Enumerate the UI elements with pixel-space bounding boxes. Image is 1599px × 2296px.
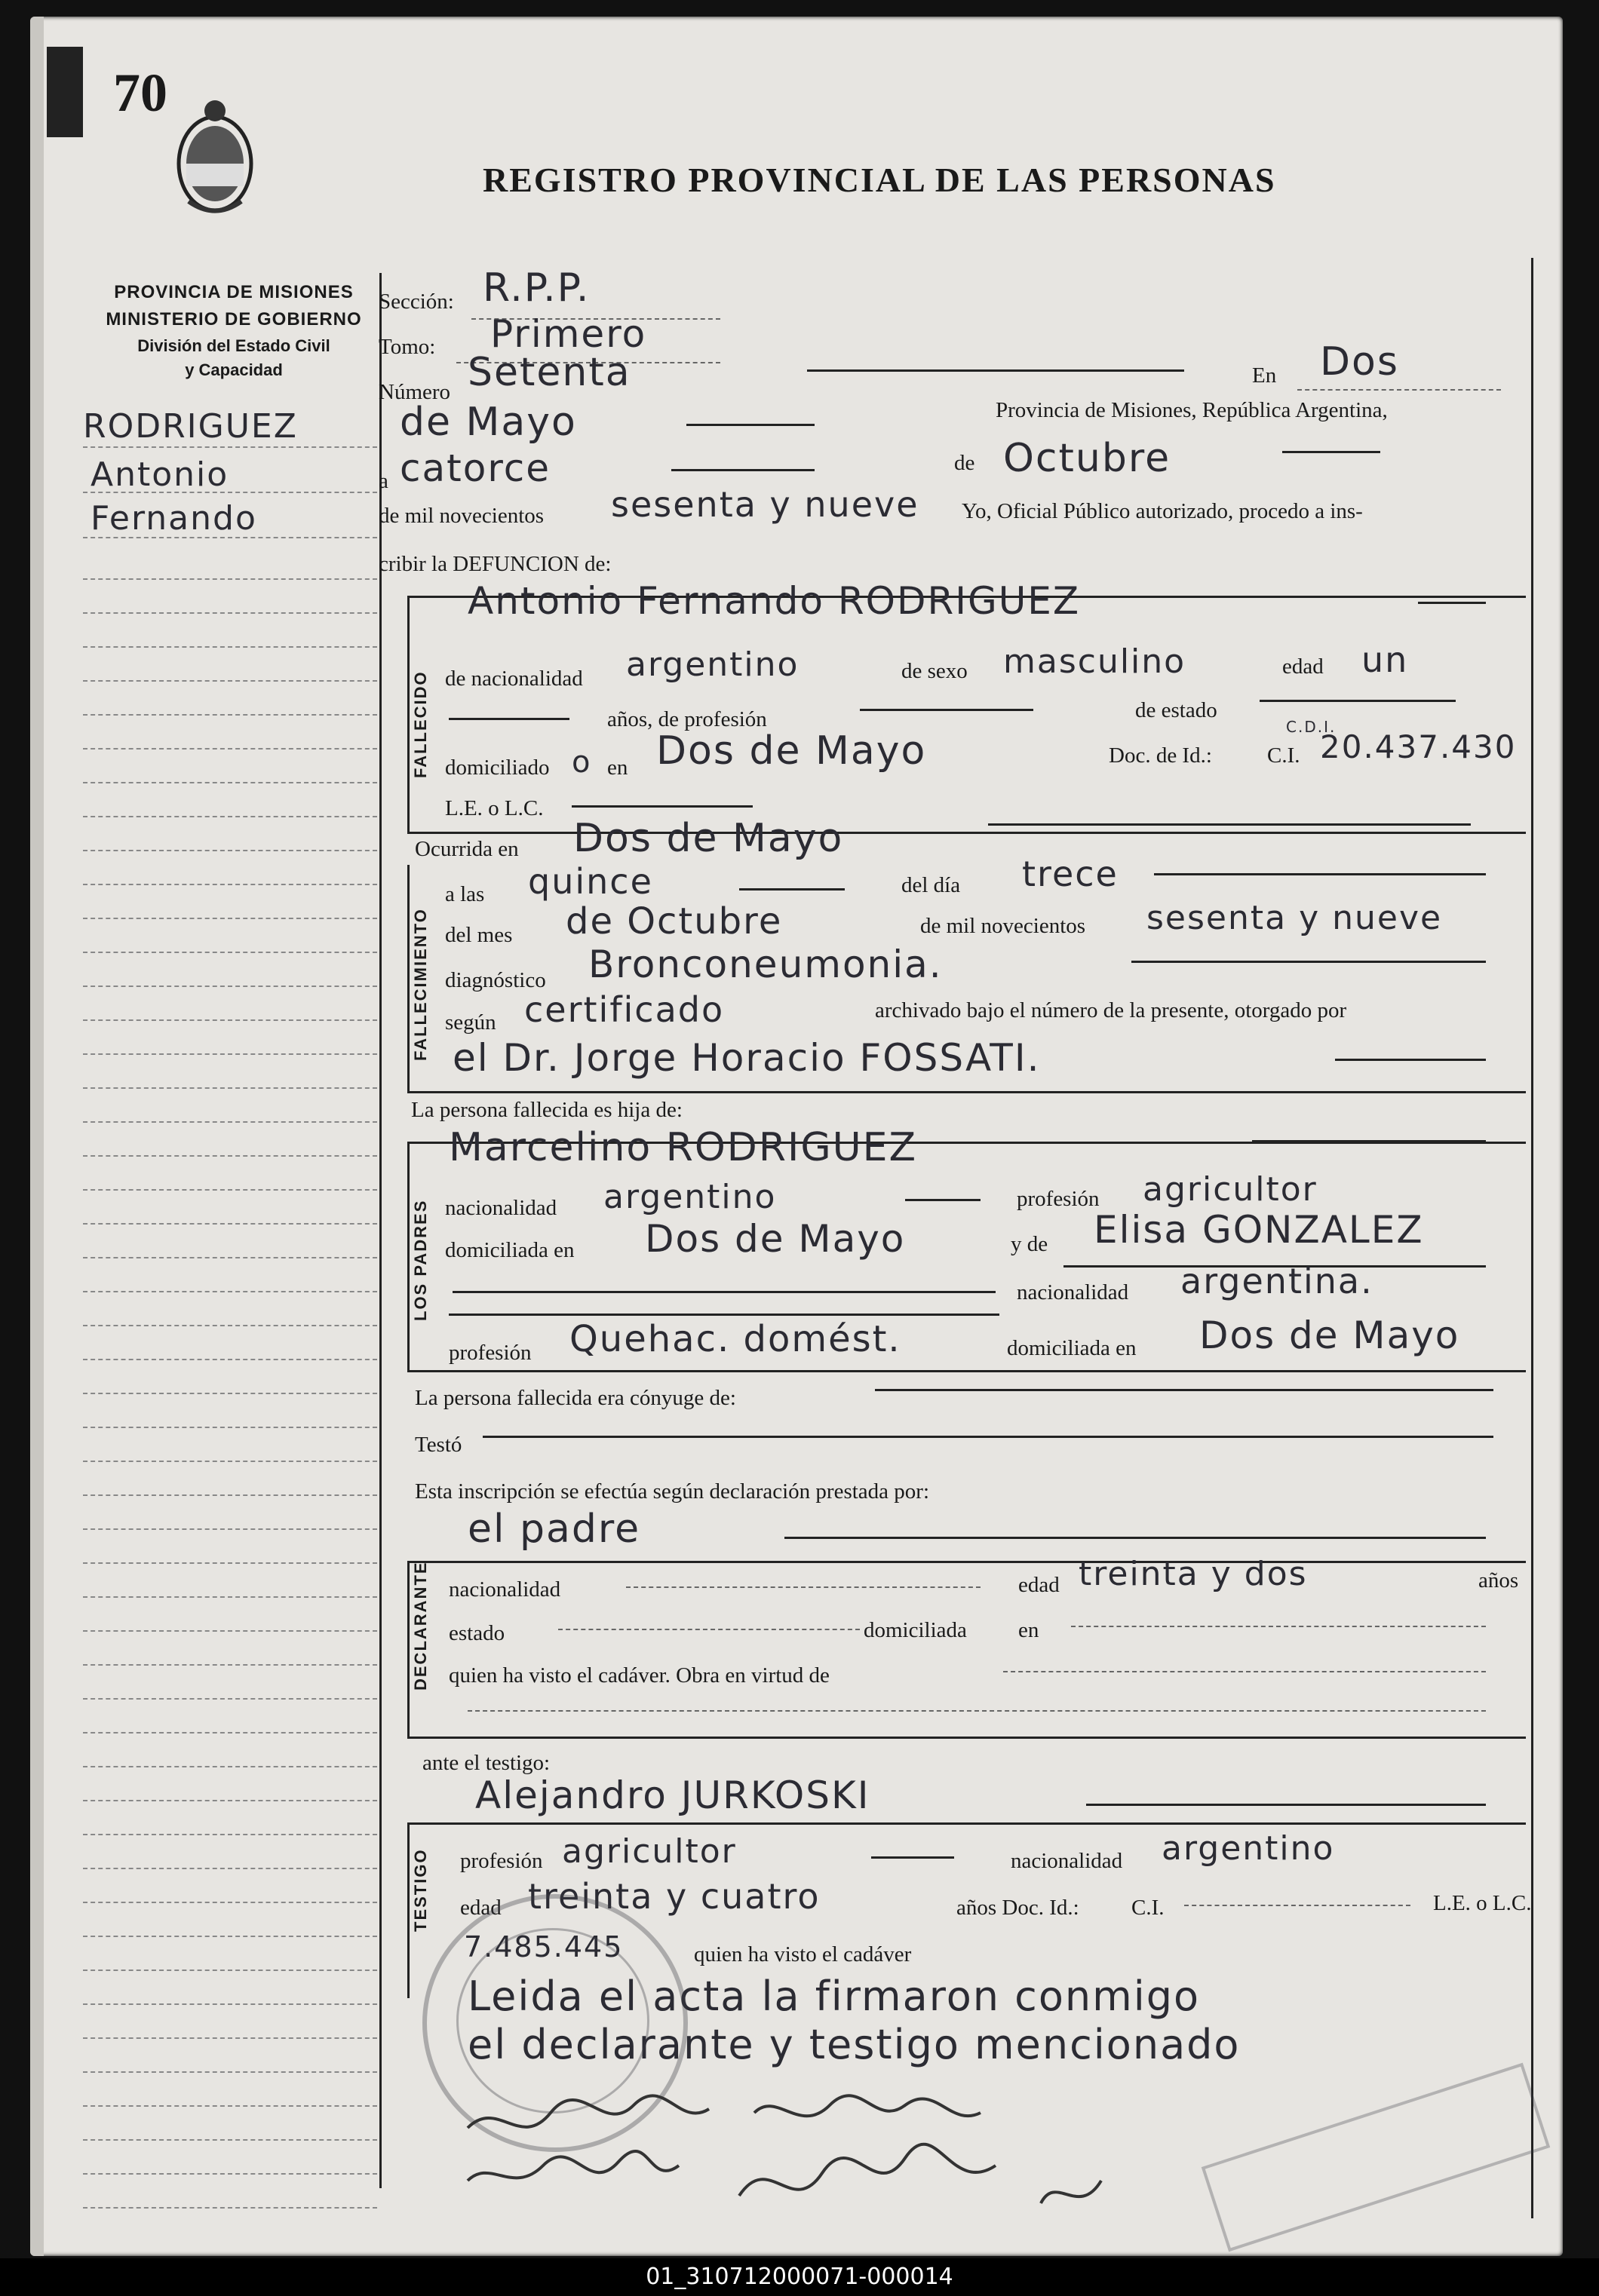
padre-domiciliada-label: domiciliada en [445, 1238, 575, 1262]
testo-label: Testó [415, 1433, 462, 1457]
month-value: Octubre [1003, 436, 1171, 481]
year-value: sesenta y nueve [611, 484, 919, 525]
fallecido-box [407, 596, 1526, 834]
main-border-right [1531, 258, 1533, 2218]
testigo-profesion-value: agricultor [562, 1832, 737, 1871]
testigo-nacionalidad-value: argentino [1162, 1829, 1335, 1868]
testigo-ci-label: C.I. [1131, 1896, 1165, 1920]
yde-label: y de [1011, 1232, 1048, 1256]
numero-value: Setenta [468, 350, 631, 395]
padre-value: Marcelino RODRIGUEZ [449, 1125, 918, 1170]
fallecido-nacionalidad-value: argentino [626, 645, 800, 684]
testigo-name-value: Alejandro JURKOSKI [475, 1773, 870, 1817]
fallecido-section-label: FALLECIDO [411, 670, 430, 778]
org-division: División del Estado Civil [137, 336, 330, 355]
hora-value: quince [528, 861, 653, 902]
org-ministry: MINISTERIO DE GOBIERNO [106, 309, 362, 330]
a-las-label: a las [445, 882, 485, 906]
padres-section-label: LOS PADRES [411, 1199, 430, 1321]
day-value: catorce [400, 446, 551, 490]
signatures [453, 2083, 1433, 2241]
fallecido-name-value: Antonio Fernando RODRIGUEZ [468, 579, 1081, 623]
padre-nacionalidad-value: argentino [603, 1178, 777, 1216]
page-number-tab [47, 47, 83, 137]
org-capacity: y Capacidad [185, 360, 283, 379]
margin-surname: RODRIGUEZ [83, 407, 298, 446]
margin-first-name: Antonio [91, 455, 229, 494]
fallecimiento-section-label: FALLECIMIENTO [411, 908, 430, 1061]
anio-value: sesenta y nueve [1146, 899, 1443, 937]
declarante-cadaver-text: quien ha visto el cadáver. Obra en virtud de [449, 1663, 830, 1688]
diagnostico-value: Bronconeumonia. [588, 943, 943, 986]
fallecido-sexo-label: de sexo [901, 659, 968, 683]
inscribir-text: cribir la DEFUNCION de: [379, 552, 612, 576]
closing-line-2: el declarante y testigo mencionado [468, 2021, 1241, 2068]
dia-value: trece [1022, 854, 1119, 894]
testigo-section-label: TESTIGO [411, 1848, 430, 1932]
en-value: Dos [1320, 339, 1399, 385]
ci-label: C.I. [1267, 743, 1300, 768]
declarante-en-label: en [1018, 1618, 1039, 1642]
padre-domicilio-value: Dos de Mayo [645, 1217, 906, 1261]
padre-nacionalidad-label: nacionalidad [445, 1196, 557, 1220]
page-number: 70 [113, 63, 167, 123]
day-a-label: a [379, 469, 388, 493]
document-id-footer: 01_310712000071-000014 [0, 2258, 1599, 2296]
inscripcion-text: Esta inscripción se efectúa según declaración prestada por: [415, 1479, 930, 1504]
month-de-label: de [954, 451, 975, 475]
madre-domiciliada-label: domiciliada en [1007, 1336, 1137, 1360]
place-value: de Mayo [400, 400, 577, 445]
org-province: PROVINCIA DE MISIONES [114, 282, 354, 302]
testigo-anos-doc-label: años Doc. Id.: [956, 1896, 1079, 1920]
testigo-profesion-label: profesión [460, 1849, 543, 1873]
madre-profesion-value: Quehac. domést. [569, 1318, 901, 1360]
declarante-edad-label: edad [1018, 1573, 1060, 1597]
segun-value: certificado [524, 989, 725, 1030]
official-text: Yo, Oficial Público autorizado, procedo a ins- [962, 499, 1363, 523]
mes-value: de Octubre [566, 900, 783, 943]
seccion-label: Sección: [379, 290, 454, 314]
fallecido-en-label: en [607, 756, 628, 780]
closing-line-1: Leida el acta la firmaron conmigo [468, 1973, 1201, 2020]
margin-second-name: Fernando [91, 499, 257, 538]
book-spine [30, 17, 44, 2256]
doc-label: Doc. de Id.: [1109, 743, 1212, 768]
diagnostico-label: diagnóstico [445, 968, 546, 992]
coat-of-arms-icon [173, 88, 256, 216]
declarante-value: el padre [468, 1507, 641, 1552]
register-page [30, 17, 1563, 2256]
fallecido-sexo-value: masculino [1003, 642, 1186, 681]
dia-label: del día [901, 873, 961, 897]
mes-label: del mes [445, 923, 513, 947]
org-block [75, 282, 392, 380]
anio-label: de mil novecientos [920, 914, 1086, 938]
fallecido-domiciliado-prefix: o [572, 745, 592, 780]
madre-nacionalidad-label: nacionalidad [1017, 1280, 1129, 1304]
testigo-edad-value: treinta y cuatro [528, 1876, 821, 1917]
declarante-anos-label: años [1478, 1568, 1519, 1592]
ocurrida-label: Ocurrida en [415, 837, 519, 861]
declarante-edad-value: treinta y dos [1079, 1555, 1308, 1593]
ocurrida-value: Dos de Mayo [573, 816, 844, 861]
en-label: En [1252, 363, 1277, 388]
ante-testigo-text: ante el testigo: [422, 1751, 551, 1775]
testigo-edad-label: edad [460, 1896, 502, 1920]
fallecido-nacionalidad-label: de nacionalidad [445, 667, 583, 691]
madre-domicilio-value: Dos de Mayo [1199, 1314, 1460, 1357]
testigo-le-label: L.E. o L.C. [1433, 1891, 1532, 1915]
testigo-cadaver-text: quien ha visto el cadáver [694, 1942, 912, 1966]
padre-profesion-label: profesión [1017, 1187, 1100, 1211]
fallecido-estado-label: de estado [1135, 698, 1217, 722]
segun-label: según [445, 1010, 496, 1035]
tomo-value: Primero [490, 312, 647, 356]
fallecido-edad-label: edad [1282, 654, 1324, 679]
province-text: Provincia de Misiones, República Argentina, [996, 398, 1388, 422]
tomo-label: Tomo: [379, 335, 436, 359]
year-prefix: de mil novecientos [379, 504, 545, 528]
declarante-section-label: DECLARANTE [411, 1561, 430, 1691]
testigo-nacionalidad-label: nacionalidad [1011, 1849, 1123, 1873]
medico-value: el Dr. Jorge Horacio FOSSATI. [453, 1036, 1041, 1080]
conyuge-text: La persona fallecida era cónyuge de: [415, 1386, 736, 1410]
fallecido-domiciliado-label: domiciliado [445, 756, 550, 780]
madre-value: Elisa GONZALEZ [1094, 1208, 1424, 1252]
declarante-nacionalidad-label: nacionalidad [449, 1577, 561, 1602]
archivado-text: archivado bajo el número de la presente, otorgado por [875, 998, 1347, 1022]
declarante-domiciliada-label: domiciliada [864, 1618, 967, 1642]
fallecido-domicilio-value: Dos de Mayo [656, 728, 927, 774]
hija-text: La persona fallecida es hija de: [411, 1098, 683, 1122]
le-label: L.E. o L.C. [445, 796, 544, 820]
madre-profesion-label: profesión [449, 1341, 532, 1365]
seccion-value: R.P.P. [483, 265, 591, 311]
fallecido-edad-value: un [1361, 639, 1409, 680]
cdi-note: C.D.I. [1286, 718, 1337, 736]
numero-label: Número [379, 380, 451, 404]
doc-value: 20.437.430 [1320, 728, 1517, 765]
fallecido-anos-label: años, de profesión [607, 707, 767, 731]
madre-nacionalidad-value: argentina. [1180, 1261, 1373, 1301]
testigo-doc-value: 7.485.445 [464, 1930, 624, 1963]
padre-profesion-value: agricultor [1143, 1170, 1318, 1209]
page-title: REGISTRO PROVINCIAL DE LAS PERSONAS [483, 161, 1276, 199]
declarante-estado-label: estado [449, 1621, 505, 1645]
